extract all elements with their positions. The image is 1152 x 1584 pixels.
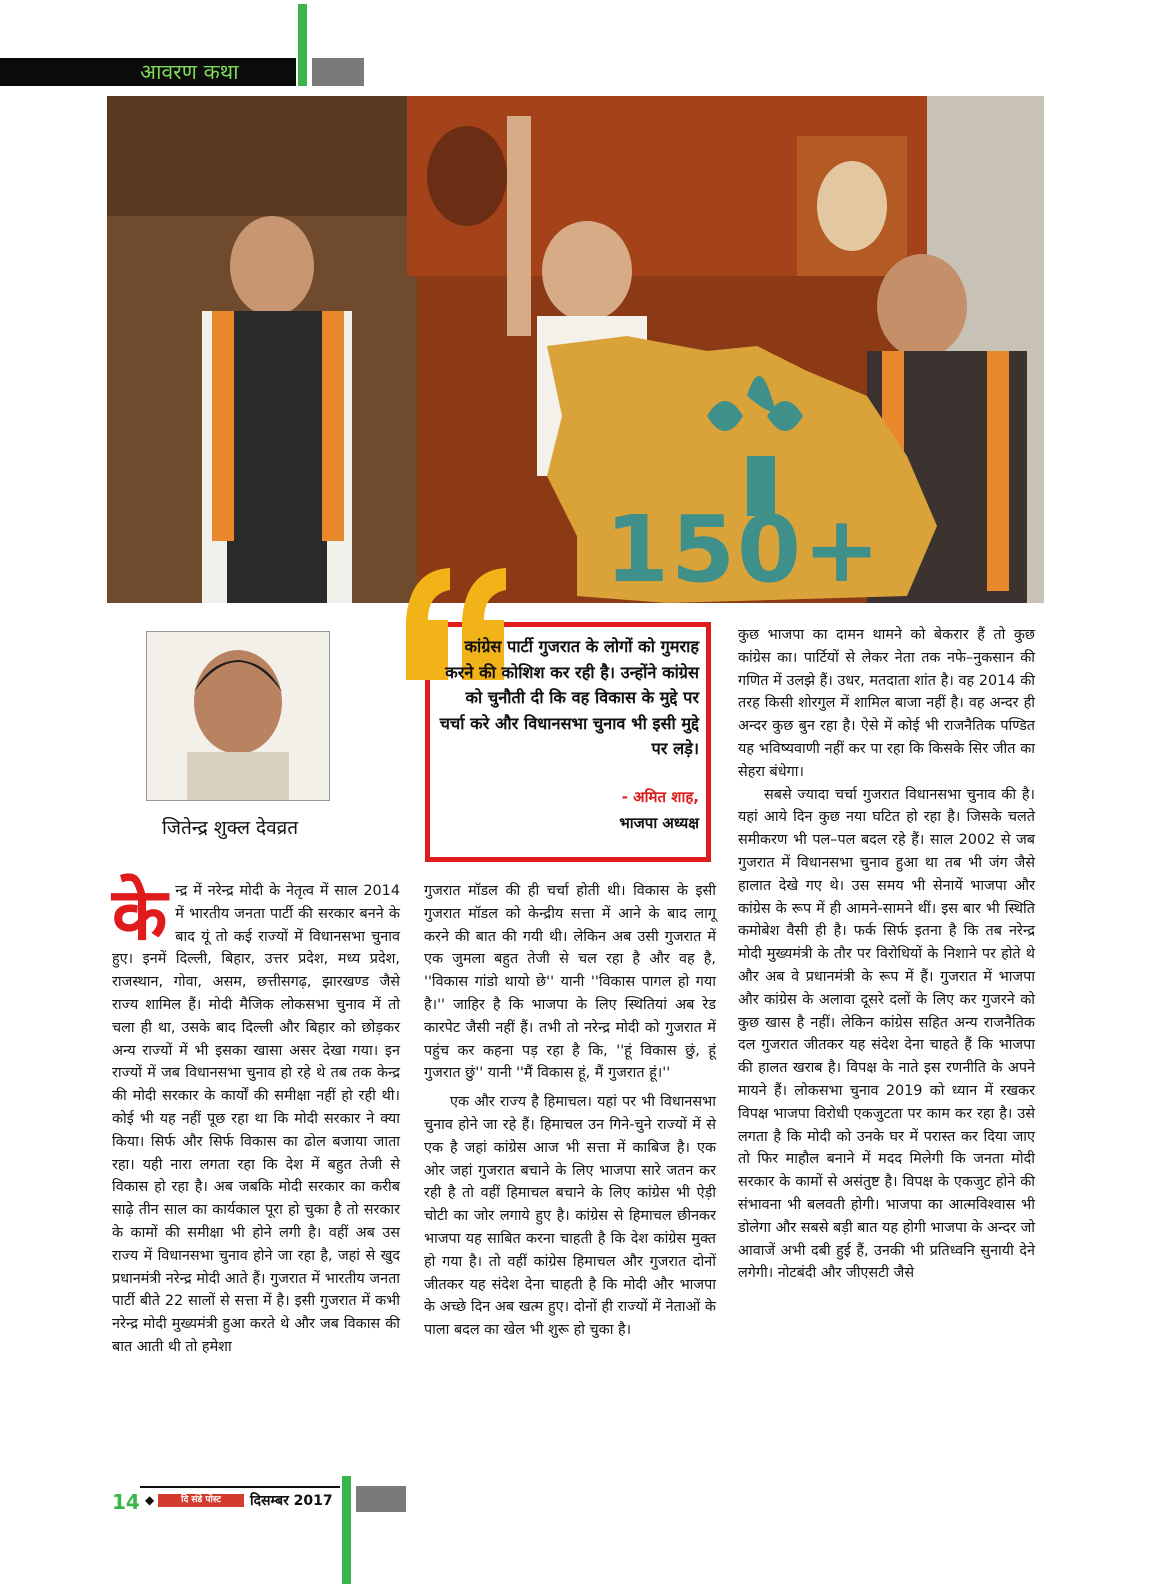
author-name: जितेन्द्र शुक्ल देवव्रत [161,817,299,839]
issue-date: दिसम्बर 2017 [250,1493,333,1509]
pull-quote-speaker: - अमित शाह, [621,788,699,806]
article-paragraph: सबसे ज्यादा चर्चा गुजरात विधानसभा चुनाव की है। यहां आये दिन कुछ नया घटित हो रहा है। जिसके चलते समीकरण भी पल–पल बदल रहे हैं। साल 2002 से जब गुजरात में विधानसभा चुनाव हुआ था तब भी जंग जैसे हालात देखे गए थे। उस समय भी सेनायें भाजपा और कांग्रेस के रूप में ही आमने-सामने थीं। इस बार भी स्थिति कमोबेश वैसी ही है। फर्क सिर्फ इतना है कि तब नरेन्द्र मोदी मुख्यमंत्री के तौर पर विरोधियों के निशाने पर होते थे और अब वे प्रधानमंत्री के रूप में हैं। गुजरात में भाजपा और कांग्रेस के अलावा दूसरे दलों के लिए कर गुजरने को कुछ खास है नहीं। लेकिन कांग्रेस सहित अन्य राजनैतिक दल गुजरात जीतकर यह संदेश देना चाहते हैं कि भाजपा की हालत खराब है। विपक्ष के नाते इस रणनीति के अपने मायने हैं। लोकसभा चुनाव 2019 को ध्यान में रखकर विपक्ष भाजपा विरोधी एकजुटता पर काम कर रहा है। उसे लगता है कि मोदी को उनके घर में परास्त कर दिया जाए तो फिर माहौल बनाने में मदद मिलेगी कि जनता मोदी सरकार के कामों से असंतुष्ट है। विपक्ष के एकजुट होने की संभावना भी बलवती होगी। भाजपा का आत्मविश्वास भी डोलेगा और सबसे बड़ी बात यह होगी भाजपा के अन्दर जो आवाजें अभी दबी हुई हैं, उनकी भी प्रतिध्वनि सुनायी देने लगेगी। नोटबंदी और जीएसटी जैसे [738,786,1035,1282]
section-title: आवरण कथा [140,60,239,84]
author-portrait-icon [147,632,329,800]
footer-rule [140,1486,340,1488]
header-grey-box [312,58,364,86]
photo-rally-stage [107,96,1044,603]
pull-quote-designation: भाजपा अध्यक्ष [619,814,699,832]
placard-text: 150+ [605,496,883,603]
article-paragraph: न्द्र में नरेन्द्र मोदी के नेतृत्व में साल 2014 में भारतीय जनता पार्टी की सरकार बनने के बाद यूं तो कई राज्यों में विधानसभा चुनाव हुए। इनमें दिल्ली, बिहार, उत्तर प्रदेश, मध्य प्रदेश, राजस्थान, गोवा, असम, छत्तीसगढ़, झारखण्ड जैसे राज्य शामिल हैं। मोदी मैजिक लोकसभा चुनाव में तो चला ही था, उसके बाद दिल्ली और बिहार को छोड़कर अन्य राज्यों में भी इसका खासा असर देखा गया। इन राज्यों में जब विधानसभा चुनाव हो रहे थे तब तक केन्द्र की मोदी सरकार के कार्यों की समीक्षा नहीं हो रही थी। कोई भी यह नहीं पूछ रहा था कि मोदी सरकार ने क्या किया। सिर्फ और सिर्फ विकास का ढोल बजाया जाता रहा। यही नारा लगता रहा कि देश में बहुत तेजी से विकास हो रहा है। अब जबकि मोदी सरकार का करीब साढ़े तीन साल का कार्यकाल पूरा हो चुका है तो सरकार के कामों की समीक्षा भी होने लगी है। वहीं अब उस राज्य में विधानसभा चुनाव होने जा रहा है, जहां से खुद प्रधानमंत्री नरेन्द्र मोदी आते हैं। गुजरात में भारतीय जनता पार्टी बीते 22 सालों से सत्ता में है। इसी गुजरात में कभी नरेन्द्र मोदी मुख्यमंत्री हुआ करते थे और जब विकास की बात आती थी तो हमेशा [112,883,400,1355]
author-photo [146,631,330,801]
article-column-1 [112,872,400,1359]
pull-quote-attribution [437,784,699,836]
header-green-bar [298,4,307,86]
article-column-3 [738,624,1035,1285]
article-paragraph: कुछ भाजपा का दामन थामने को बेकरार हैं तो कुछ कांग्रेस का। पार्टियों से लेकर नेता तक नफे–नुकसान की गणित में उलझे हैं। उधर, मतदाता शांत है। वह 2014 की तरह किसी शोरगुल में शामिल बाजा नहीं है। वह अन्दर ही अन्दर कुछ बुन रहा है। ऐसे में कोई भी राजनैतिक पण्डित यह भविष्यवाणी नहीं कर पा रहा कि किसके सिर जीत का सेहरा बंधेगा। [738,627,1035,780]
page-number: 14 [112,1490,140,1514]
publication-logo: दि संडे पोस्ट [158,1494,244,1507]
drop-cap: के [112,872,168,956]
pull-quote-text: कांग्रेस पार्टी गुजरात के लोगों को गुमराह करने की कोशिश कर रही है। उन्होंने कांग्रेस को चुनौती दी कि वह विकास के मुद्दे पर चर्चा करे और विधानसभा चुनाव भी इसी मुद्दे पर लड़े। [439,637,699,758]
footer-grey-box [356,1486,406,1512]
diamond-icon: ◆ [145,1493,155,1507]
article-paragraph: गुजरात मॉडल की ही चर्चा होती थी। विकास के इसी गुजरात मॉडल को केन्द्रीय सत्ता में आने के बाद लागू करने की बात की गयी थी। लेकिन अब उसी गुजरात में एक जुमला बहुत तेजी से चल रहा है और वह है, ''विकास गांडो थायो छे'' यानी ''विकास पागल हो गया है।'' जाहिर है कि भाजपा के लिए स्थितियां अब रेड कारपेट जैसी नहीं हैं। तभी तो नरेन्द्र मोदी को गुजरात में पहुंच कर कहना पड़ रहा है कि, ''हूं विकास छुं, हूं गुजरात छुं'' यानी ''मैं विकास हूं, मैं गुजरात हूं।'' [424,883,716,1082]
photo-illustration [107,96,1044,603]
article-paragraph: एक और राज्य है हिमाचल। यहां पर भी विधानसभा चुनाव होने जा रहे हैं। हिमाचल उन गिने-चुने राज्यों में से एक है जहां कांग्रेस आज भी सत्ता में काबिज है। एक ओर जहां गुजरात बचाने के लिए भाजपा सारे जतन कर रही है तो वहीं हिमाचल बचाने के लिए कांग्रेस भी ऐड़ी चोटी का जोर लगाये हुए है। कांग्रेस से हिमाचल छीनकर भाजपा यह साबित करना चाहती है कि देश कांग्रेस मुक्त हो गया है। तो वहीं कांग्रेस हिमाचल और गुजरात दोनों जीतकर यह संदेश देना चाहती है कि मोदी और भाजपा के अच्छे दिन अब खत्म हुए। दोनों ही राज्यों में नेताओं के पाला बदल का खेल भी शुरू हो चुका है। [424,1094,716,1339]
footer-green-bar [342,1476,351,1584]
article-column-2 [424,880,716,1342]
